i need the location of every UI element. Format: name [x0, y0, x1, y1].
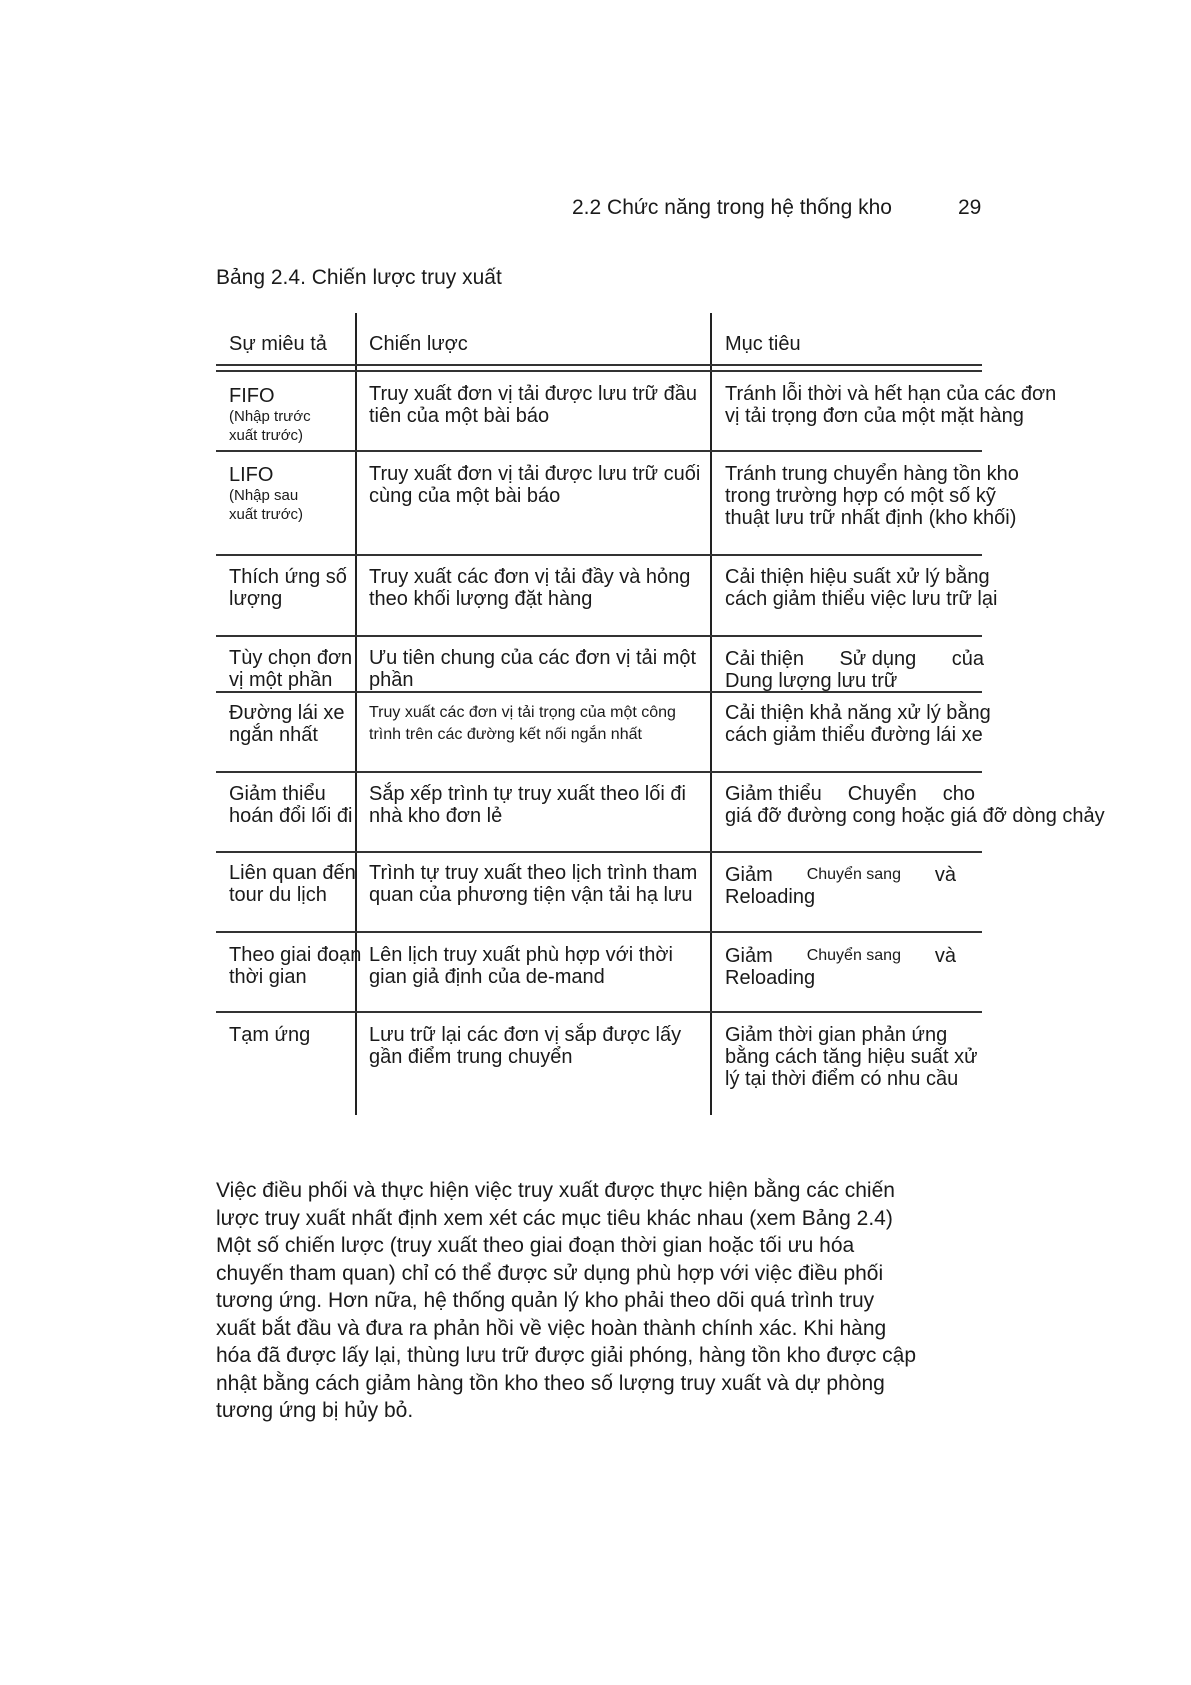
cell-description: Liên quan đến tour du lịch: [229, 862, 356, 906]
cell-description: LIFO (Nhập sau xuất trước): [229, 464, 304, 523]
cell-goal: Cải thiện khả năng xử lý bằng cách giảm thiểu đường lái xe: [725, 702, 991, 746]
column-divider: [355, 313, 357, 1115]
cell-description: Đường lái xe ngắn nhất: [229, 702, 345, 746]
column-header-goal: Mục tiêu: [725, 333, 801, 355]
cell-description: Theo giai đoạn thời gian: [229, 944, 362, 988]
cell-description: Thích ứng số lượng: [229, 566, 347, 610]
running-head: 2.2 Chức năng trong hệ thống kho: [572, 196, 892, 219]
header-rule: [216, 364, 982, 366]
cell-strategy: Lưu trữ lại các đơn vị sắp được lấy gần điểm trung chuyển: [369, 1024, 682, 1068]
row-divider: [216, 771, 982, 773]
cell-strategy: Lên lịch truy xuất phù hợp với thời gian giả định của de-mand: [369, 944, 673, 988]
cell-strategy: Truy xuất các đơn vị tải đầy và hỏng theo khối lượng đặt hàng: [369, 566, 691, 610]
cell-goal: Cải thiện Sử dụng của Dung lượng lưu trữ: [725, 648, 984, 692]
page-number: 29: [958, 196, 982, 219]
column-divider: [710, 313, 712, 1115]
cell-goal: Giảm thời gian phản ứng bằng cách tăng hiệu suất xử lý tại thời điểm có nhu cầu: [725, 1024, 978, 1090]
row-divider: [216, 450, 982, 452]
row-divider: [216, 554, 982, 556]
cell-goal: Tránh lỗi thời và hết hạn của các đơn vị tải trọng đơn của một mặt hàng: [725, 383, 1057, 427]
row-divider: [216, 851, 982, 853]
row-divider: [216, 931, 982, 933]
cell-goal: Cải thiện hiệu suất xử lý bằng cách giảm thiểu việc lưu trữ lại: [725, 566, 998, 610]
column-header-description: Sự miêu tả: [229, 333, 327, 355]
cell-goal: Tránh trung chuyển hàng tồn kho trong trường hợp có một số kỹ thuật lưu trữ nhất định (kho khối): [725, 463, 1019, 529]
cell-strategy: Sắp xếp trình tự truy xuất theo lối đi nhà kho đơn lẻ: [369, 783, 686, 827]
cell-strategy: Truy xuất các đơn vị tải trọng của một công trình trên các đường kết nối ngắn nhất: [369, 704, 676, 743]
table-caption: Bảng 2.4. Chiến lược truy xuất: [216, 266, 502, 289]
cell-strategy: Truy xuất đơn vị tải được lưu trữ đầu tiên của một bài báo: [369, 383, 697, 427]
header-rule: [216, 370, 982, 372]
cell-description: Tạm ứng: [229, 1024, 311, 1046]
cell-strategy: Trình tự truy xuất theo lịch trình tham quan của phương tiện vận tải hạ lưu: [369, 862, 698, 906]
cell-goal: Giảm Chuyển sang và Reloading: [725, 864, 956, 908]
row-divider: [216, 1011, 982, 1013]
cell-strategy: Ưu tiên chung của các đơn vị tải một phần: [369, 647, 697, 691]
body-paragraph: Việc điều phối và thực hiện việc truy xuất được thực hiện bằng các chiến lược truy xuất nhất định xem xét các mục tiêu khác nhau (xem Bảng 2.4) Một số chiến lược (truy xuất theo giai đoạn thời gian hoặc tối ưu hóa chuyến tham quan) chỉ có thể được sử dụng phù hợp với việc điều phối tương ứng. Hơn nữa, hệ thống quản lý kho phải theo dõi quá trình truy xuất bắt đầu và đưa ra phản hồi về việc hoàn thành chính xác. Khi hàng hóa đã được lấy lại, thùng lưu trữ được giải phóng, hàng tồn kho được cập nhật bằng cách giảm hàng tồn kho theo số lượng truy xuất và dự phòng tương ứng bị hủy bỏ.: [216, 1179, 917, 1422]
cell-strategy: Truy xuất đơn vị tải được lưu trữ cuối cùng của một bài báo: [369, 463, 701, 507]
row-divider: [216, 635, 982, 637]
cell-goal: Giảm thiểu Chuyển cho giá đỡ đường cong hoặc giá đỡ dòng chảy: [725, 783, 1105, 827]
cell-goal: Giảm Chuyển sang và Reloading: [725, 945, 956, 989]
cell-description: FIFO (Nhập trước xuất trước): [229, 385, 311, 444]
column-header-strategy: Chiến lược: [369, 333, 468, 355]
cell-description: Giảm thiểu hoán đổi lối đi: [229, 783, 353, 827]
cell-description: Tùy chọn đơn vị một phần: [229, 647, 353, 691]
